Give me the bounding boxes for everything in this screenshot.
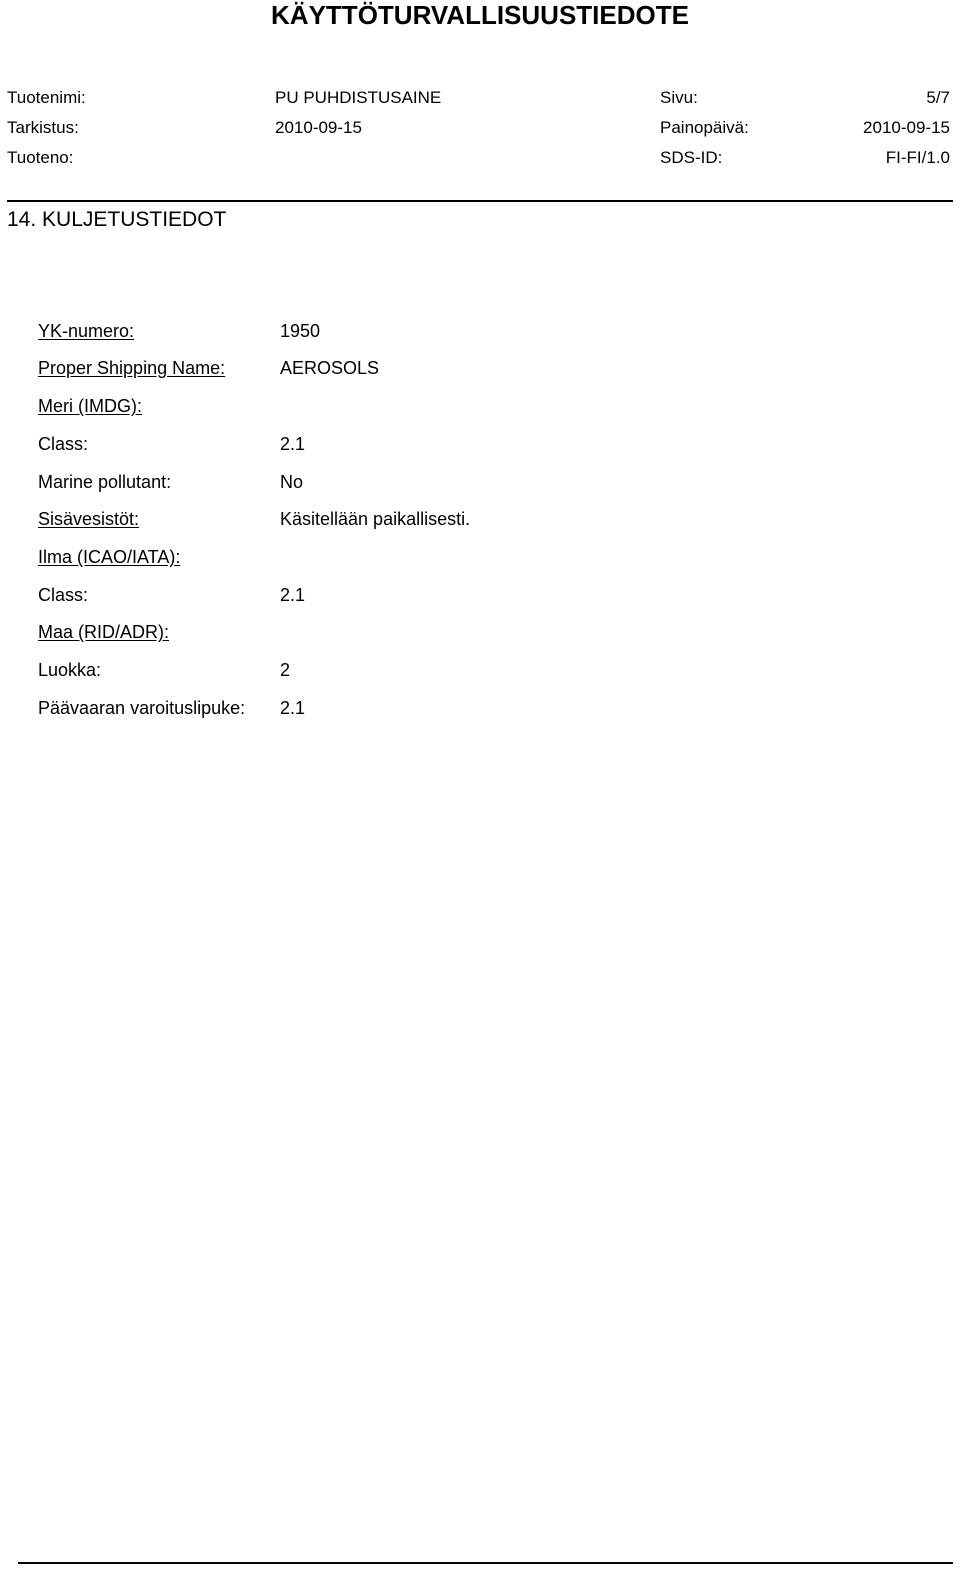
sea-heading: Meri (IMDG): xyxy=(38,396,142,416)
document-title: KÄYTTÖTURVALLISUUSTIEDOTE xyxy=(271,0,689,30)
row-sea xyxy=(38,394,938,418)
air-class-value: 2.1 xyxy=(280,585,306,605)
un-number-label: YK-numero: xyxy=(38,321,135,341)
revision-value: 2010-09-15 xyxy=(275,118,362,137)
land-class-value: 2 xyxy=(280,660,291,680)
revision-label: Tarkistus: xyxy=(7,118,79,137)
row-air xyxy=(38,545,938,569)
shipping-name-label: Proper Shipping Name: xyxy=(38,358,226,378)
row-air-class xyxy=(38,583,938,607)
marine-pollutant-label: Marine pollutant: xyxy=(38,472,172,492)
row-marine-pollutant xyxy=(38,470,938,494)
air-class-label: Class: xyxy=(38,585,89,605)
inland-label: Sisävesistöt: xyxy=(38,509,140,529)
inland-value: Käsitellään paikallisesti. xyxy=(280,509,471,529)
row-un-number xyxy=(38,319,938,343)
print-date-value: 2010-09-15 xyxy=(863,118,950,137)
row-land-class xyxy=(38,658,938,682)
primary-label-value: 2.1 xyxy=(280,698,306,718)
marine-pollutant-value: No xyxy=(280,472,304,492)
un-number-value: 1950 xyxy=(280,321,321,341)
product-name-value: PU PUHDISTUSAINE xyxy=(275,88,442,107)
land-class-label: Luokka: xyxy=(38,660,102,680)
footer-divider xyxy=(18,1562,953,1564)
row-inland xyxy=(38,507,938,531)
sea-class-label: Class: xyxy=(38,434,89,454)
primary-label-label: Päävaaran varoituslipuke: xyxy=(38,698,246,718)
page-label: Sivu: xyxy=(660,88,698,107)
row-land xyxy=(38,620,938,644)
shipping-name-value: AEROSOLS xyxy=(280,358,380,378)
product-no-label: Tuoteno: xyxy=(7,148,74,167)
row-sea-class xyxy=(38,432,938,456)
land-heading: Maa (RID/ADR): xyxy=(38,622,170,642)
section-title: 14. KULJETUSTIEDOT xyxy=(7,208,227,231)
air-heading: Ilma (ICAO/IATA): xyxy=(38,547,181,567)
sds-id-label: SDS-ID: xyxy=(660,148,723,167)
print-date-label: Painopäivä: xyxy=(660,118,749,137)
header-divider xyxy=(7,200,953,202)
page-value: 5/7 xyxy=(926,88,950,107)
sds-id-value: FI-FI/1.0 xyxy=(885,148,950,167)
row-shipping-name xyxy=(38,356,938,380)
product-name-label: Tuotenimi: xyxy=(7,88,86,107)
sea-class-value: 2.1 xyxy=(280,434,306,454)
row-primary-label xyxy=(38,696,938,720)
